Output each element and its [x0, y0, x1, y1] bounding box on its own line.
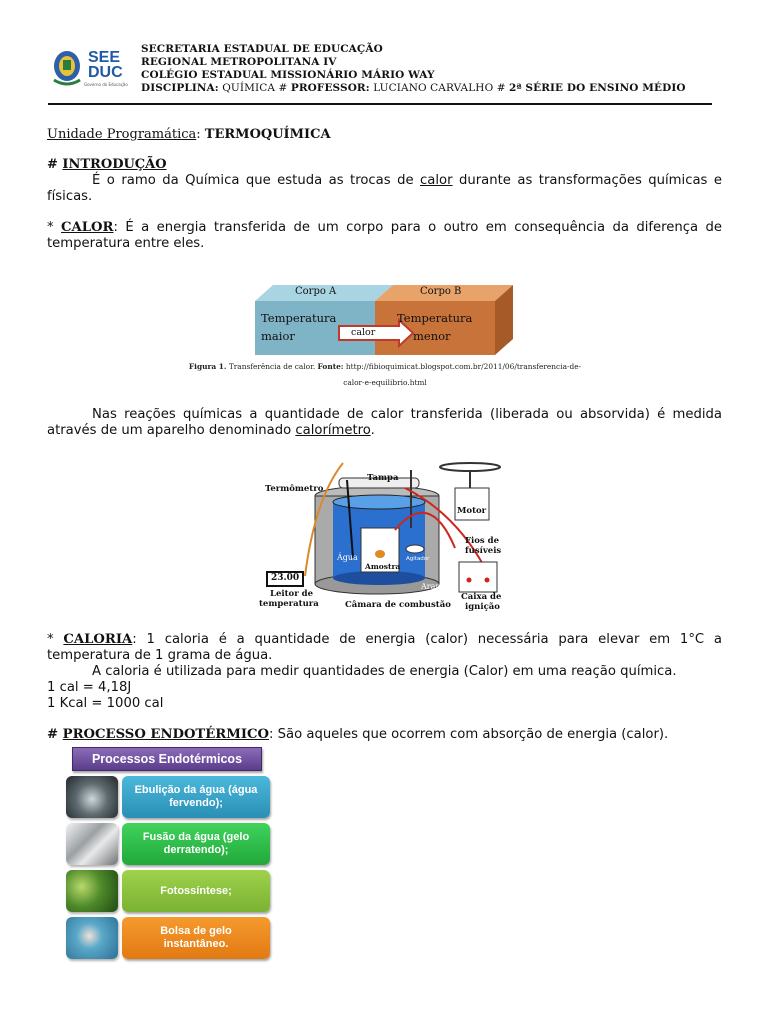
temp-display: 23.00: [271, 573, 300, 583]
calorimeter-text-before: Nas reações químicas a quantidade de calor transferida (liberada ou absorvida) é medida através de um aparelho denominado: [47, 407, 722, 438]
calor-arrow-label: calor: [351, 327, 376, 338]
unit-line: [47, 127, 331, 143]
camara-label: Câmara de combustão: [345, 600, 451, 610]
ice-pack-photo: [66, 917, 118, 959]
header-line-4: [141, 82, 686, 95]
discipline-value: QUÍMICA #: [218, 82, 291, 94]
melting-ice-photo: [66, 823, 118, 865]
calorimeter-text-after: .: [370, 423, 375, 438]
intro-heading: [47, 157, 167, 173]
boiling-water-photo: [66, 776, 118, 818]
seeduc-logo: [50, 46, 128, 90]
caption-fonte: Fonte:: [317, 362, 344, 371]
leitor-label-1: Leitor de: [270, 589, 313, 599]
caloria-star: *: [47, 632, 64, 647]
intro-text-calor: calor: [420, 173, 453, 188]
unit-value: TERMOQUÍMICA: [204, 127, 331, 142]
grade-label: 2ª SÉRIE DO ENSINO MÉDIO: [509, 82, 686, 94]
intro-title: INTRODUÇÃO: [62, 157, 167, 172]
caption-url2: calor-e-equilibrio.html: [343, 378, 427, 387]
temp-menor-line2: menor: [413, 329, 451, 343]
endo-panel-title: Processos Endotérmicos: [72, 747, 262, 771]
caption-mid: Transferência de calor.: [226, 362, 318, 371]
endo-item-2: Fusão da água (gelo derratendo);: [122, 823, 270, 865]
temp-menor-line1: Temperatura: [397, 311, 473, 325]
endo-item-1: Ebulição da água (água fervendo);: [122, 776, 270, 818]
calor-star: *: [47, 220, 62, 235]
calor-paragraph: [47, 220, 722, 252]
fios-label-2: fusíveis: [465, 546, 502, 556]
caixa-label-2: ignição: [465, 602, 500, 612]
leaves-photo: [66, 870, 118, 912]
unit-label: Unidade Programática: [47, 127, 197, 142]
caption-figura: Figura 1.: [188, 362, 227, 371]
agua-label: Água: [337, 553, 358, 562]
endo-text: : São aqueles que ocorrem com absorção de energia (calor).: [269, 727, 669, 742]
logo-text-line1: SEE: [88, 49, 121, 66]
header-line-2: REGIONAL METROPOLITANA IV: [141, 56, 337, 68]
temp-maior-line2: maior: [261, 329, 295, 343]
fios-label-1: Fios de: [465, 536, 500, 546]
endo-hash: #: [47, 727, 63, 742]
unit-sep: :: [196, 127, 205, 142]
intro-text-after: durante as transformações químicas e físicas.: [47, 173, 722, 204]
arame-label: Arame: [421, 582, 448, 591]
calorimeter-link: calorímetro: [295, 423, 371, 438]
intro-hash: #: [47, 157, 63, 172]
caloria-term: CALORIA: [63, 632, 133, 647]
caloria-eq2: 1 Kcal = 1000 cal: [47, 696, 164, 711]
endo-heading-line: [47, 727, 722, 743]
corpo-a-label: Corpo A: [295, 286, 337, 297]
header-line-3: COLÉGIO ESTADUAL MISSIONÁRIO MÁRIO WAY: [141, 69, 435, 81]
caloria-eq1: 1 cal = 4,18J: [47, 680, 132, 695]
logo-subtext: Governo do Educação: [84, 82, 128, 87]
motor-label: Motor: [457, 506, 487, 516]
professor-value: LUCIANO CARVALHO #: [369, 82, 510, 94]
caloria-paragraph: [47, 632, 722, 664]
caption-url1: http://fibioquimicat.blogspot.com.br/2011/06/transferencia-de-: [343, 362, 582, 371]
corpo-b-label: Corpo B: [420, 286, 462, 297]
intro-text-before: É o ramo da Química que estuda as trocas de: [92, 173, 421, 188]
professor-label: PROFESSOR:: [290, 82, 370, 94]
figure-heat-transfer: [255, 283, 515, 358]
logo-text-line2: DUC: [88, 64, 123, 81]
termometro-label: Termômetro: [265, 484, 324, 494]
agitador-label: Agitador: [406, 556, 430, 562]
endo-item-3: Fotossíntese;: [122, 870, 270, 912]
caloria-text: : 1 caloria é a quantidade de energia (calor) necessária para elevar em 1°C a temperatura de 1 grama de água.: [47, 632, 723, 663]
calorimeter-paragraph: [47, 407, 722, 439]
endo-item-4: Bolsa de gelo instantâneo.: [122, 917, 270, 959]
temp-maior-line1: Temperatura: [261, 311, 337, 325]
leitor-label-2: temperatura: [259, 599, 319, 609]
caixa-label-1: Caixa de: [461, 592, 502, 602]
caloria-usage: A caloria é utilizada para medir quantidades de energia (Calor) em uma reação química.: [92, 664, 677, 679]
calor-term: CALOR: [61, 220, 114, 235]
endo-title: PROCESSO ENDOTÉRMICO: [62, 727, 270, 742]
discipline-label: DISCIPLINA:: [141, 82, 219, 94]
header-line-1: SECRETARIA ESTADUAL DE EDUCAÇÃO: [141, 43, 383, 55]
caption-line1: [180, 362, 590, 371]
figure-calorimeter: [255, 458, 515, 618]
intro-paragraph: [47, 173, 722, 205]
figure1-caption: [180, 362, 590, 387]
header-divider: [48, 103, 712, 105]
tampa-label: Tampa: [367, 473, 399, 483]
amostra-label: Amostra: [365, 562, 401, 571]
calor-text: : É a energia transferida de um corpo para o outro em consequência da diferença de temperatura entre eles.: [47, 220, 722, 251]
